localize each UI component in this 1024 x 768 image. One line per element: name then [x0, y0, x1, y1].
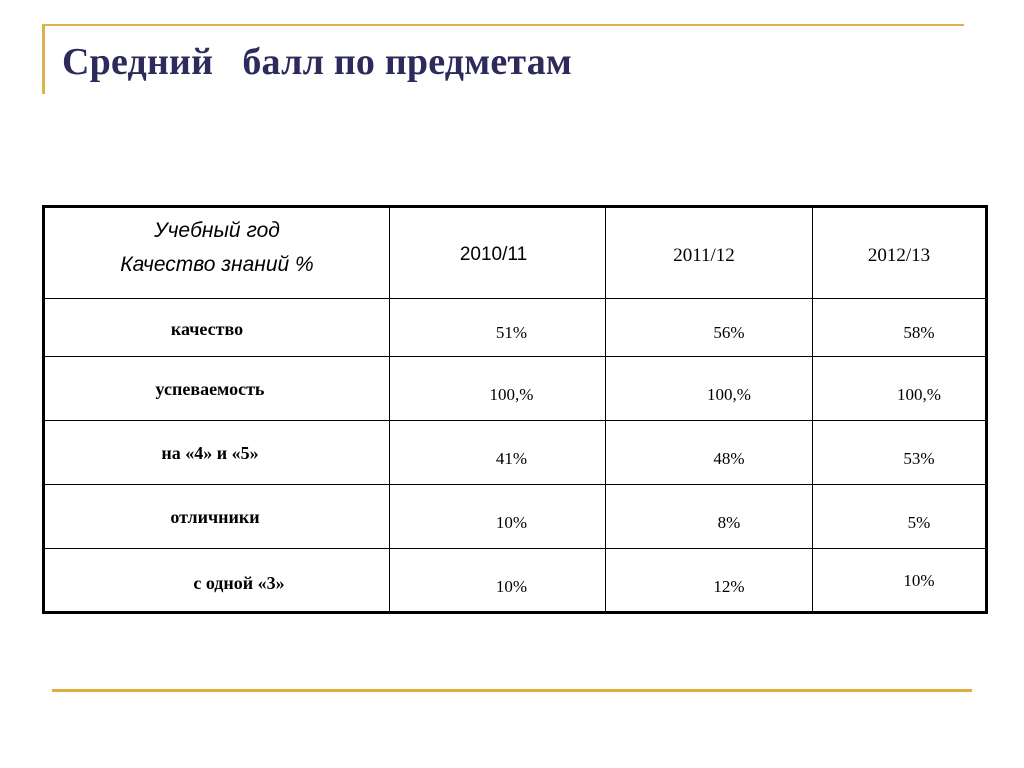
table-row — [44, 299, 987, 357]
value-cell — [813, 299, 987, 357]
header-year-2012: 2012/13 — [867, 245, 931, 266]
bottom-accent-line — [52, 689, 972, 692]
header-label-cell — [44, 207, 390, 299]
table-header-row — [44, 207, 987, 299]
row-label-cell — [44, 485, 390, 549]
value-cell — [606, 549, 813, 613]
row-label: качество — [170, 319, 244, 339]
row-label: успеваемость — [155, 379, 265, 399]
value: 48% — [713, 449, 745, 468]
value: 12% — [713, 577, 745, 596]
quality-table — [42, 205, 988, 614]
value: 10% — [495, 577, 528, 596]
value: 100,% — [707, 385, 751, 404]
value-cell — [606, 421, 813, 485]
value-cell — [390, 299, 606, 357]
row-label: с одной «3» — [193, 573, 285, 593]
value: 41% — [495, 449, 528, 468]
value: 53% — [903, 449, 935, 468]
header-year-2010: 2010/11 — [459, 244, 528, 265]
value-cell — [390, 549, 606, 613]
value: 100,% — [489, 385, 534, 404]
table-row — [44, 549, 987, 613]
value: 58% — [903, 323, 935, 342]
value-cell — [813, 485, 987, 549]
row-label: отличники — [170, 507, 260, 527]
value-cell — [813, 357, 987, 421]
value: 56% — [713, 323, 745, 342]
value-cell — [606, 485, 813, 549]
left-accent-line — [42, 24, 45, 94]
row-label-cell — [44, 549, 390, 613]
value-cell — [606, 299, 813, 357]
top-accent-line — [42, 24, 964, 26]
value: 8% — [717, 513, 741, 532]
header-year-cell — [390, 207, 606, 299]
value-cell — [390, 485, 606, 549]
row-label-cell — [44, 299, 390, 357]
value: 100,% — [897, 385, 941, 404]
row-label-cell — [44, 421, 390, 485]
row-label-cell — [44, 357, 390, 421]
value: 10% — [495, 513, 528, 532]
header-year-cell — [606, 207, 813, 299]
header-year-cell — [813, 207, 987, 299]
value-cell — [813, 549, 987, 613]
table-row — [44, 485, 987, 549]
value-cell — [606, 357, 813, 421]
header-year-2011: 2011/12 — [673, 245, 735, 266]
value: 10% — [903, 571, 935, 590]
value: 5% — [907, 513, 931, 532]
value-cell — [390, 357, 606, 421]
table-row — [44, 421, 987, 485]
table-row — [44, 357, 987, 421]
slide-title: Средний балл по предметам — [62, 41, 572, 83]
value-cell — [813, 421, 987, 485]
row-label: на «4» и «5» — [161, 443, 259, 463]
header-label-year: Учебный год — [154, 219, 280, 242]
header-label-quality: Качество знаний % — [120, 253, 314, 276]
value-cell — [390, 421, 606, 485]
value: 51% — [495, 323, 528, 342]
